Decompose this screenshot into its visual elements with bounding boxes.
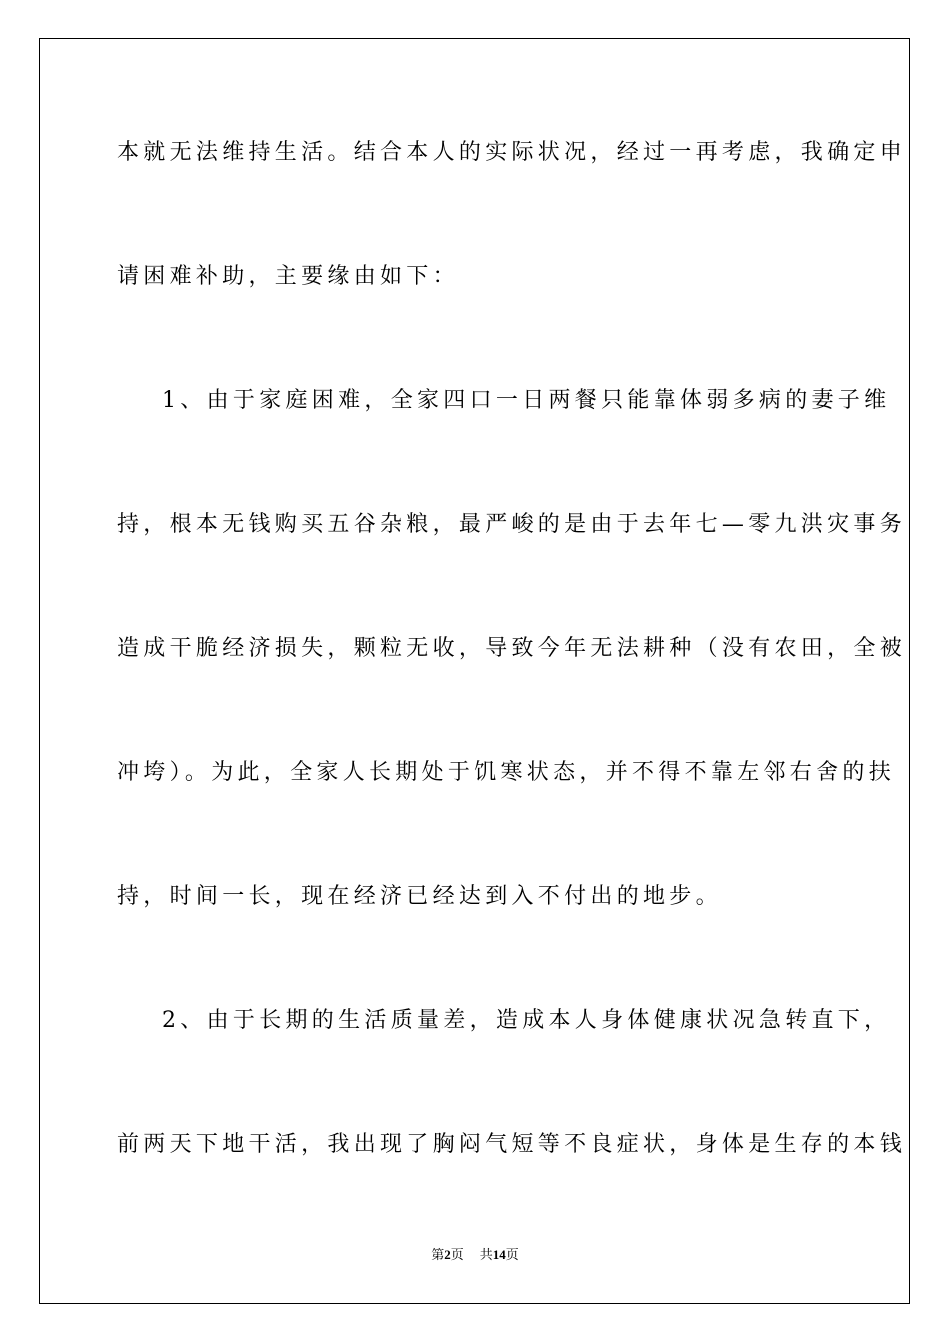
total-prefix: 共 (479, 1247, 493, 1262)
total-pages: 14 (492, 1247, 506, 1262)
text-line-7: 持，时间一长，现在经济已经达到入不付出的地步。 (117, 884, 722, 909)
total-suffix: 页 (505, 1247, 519, 1262)
page-prefix: 第 (431, 1247, 445, 1262)
text-line-1: 本就无法维持生活。结合本人的实际状况，经过一再考虑，我确定申 (117, 140, 907, 165)
text-line-6: 冲垮）。为此，全家人长期处于饥寒状态，并不得不靠左邻右舍的扶 (117, 760, 896, 785)
page-number: 2 (444, 1247, 451, 1262)
text-line-3: 1、由于家庭困难，全家四口一日两餐只能靠体弱多病的妻子维 (162, 388, 891, 413)
text-line-4: 持，根本无钱购买五谷杂粮，最严峻的是由于去年七—零九洪灾事务 (117, 512, 907, 537)
text-line-2: 请困难补助，主要缘由如下： (117, 264, 459, 289)
page-suffix: 页 (450, 1247, 464, 1262)
text-line-9: 前两天下地干活，我出现了胸闷气短等不良症状，身体是生存的本钱 (117, 1132, 907, 1157)
text-line-8: 2、由于长期的生活质量差，造成本人身体健康状况急转直下， (162, 1008, 891, 1033)
page-footer (0, 1247, 950, 1263)
page-border (39, 38, 910, 1304)
text-line-5: 造成干脆经济损失，颗粒无收，导致今年无法耕种（没有农田，全被 (117, 636, 907, 661)
